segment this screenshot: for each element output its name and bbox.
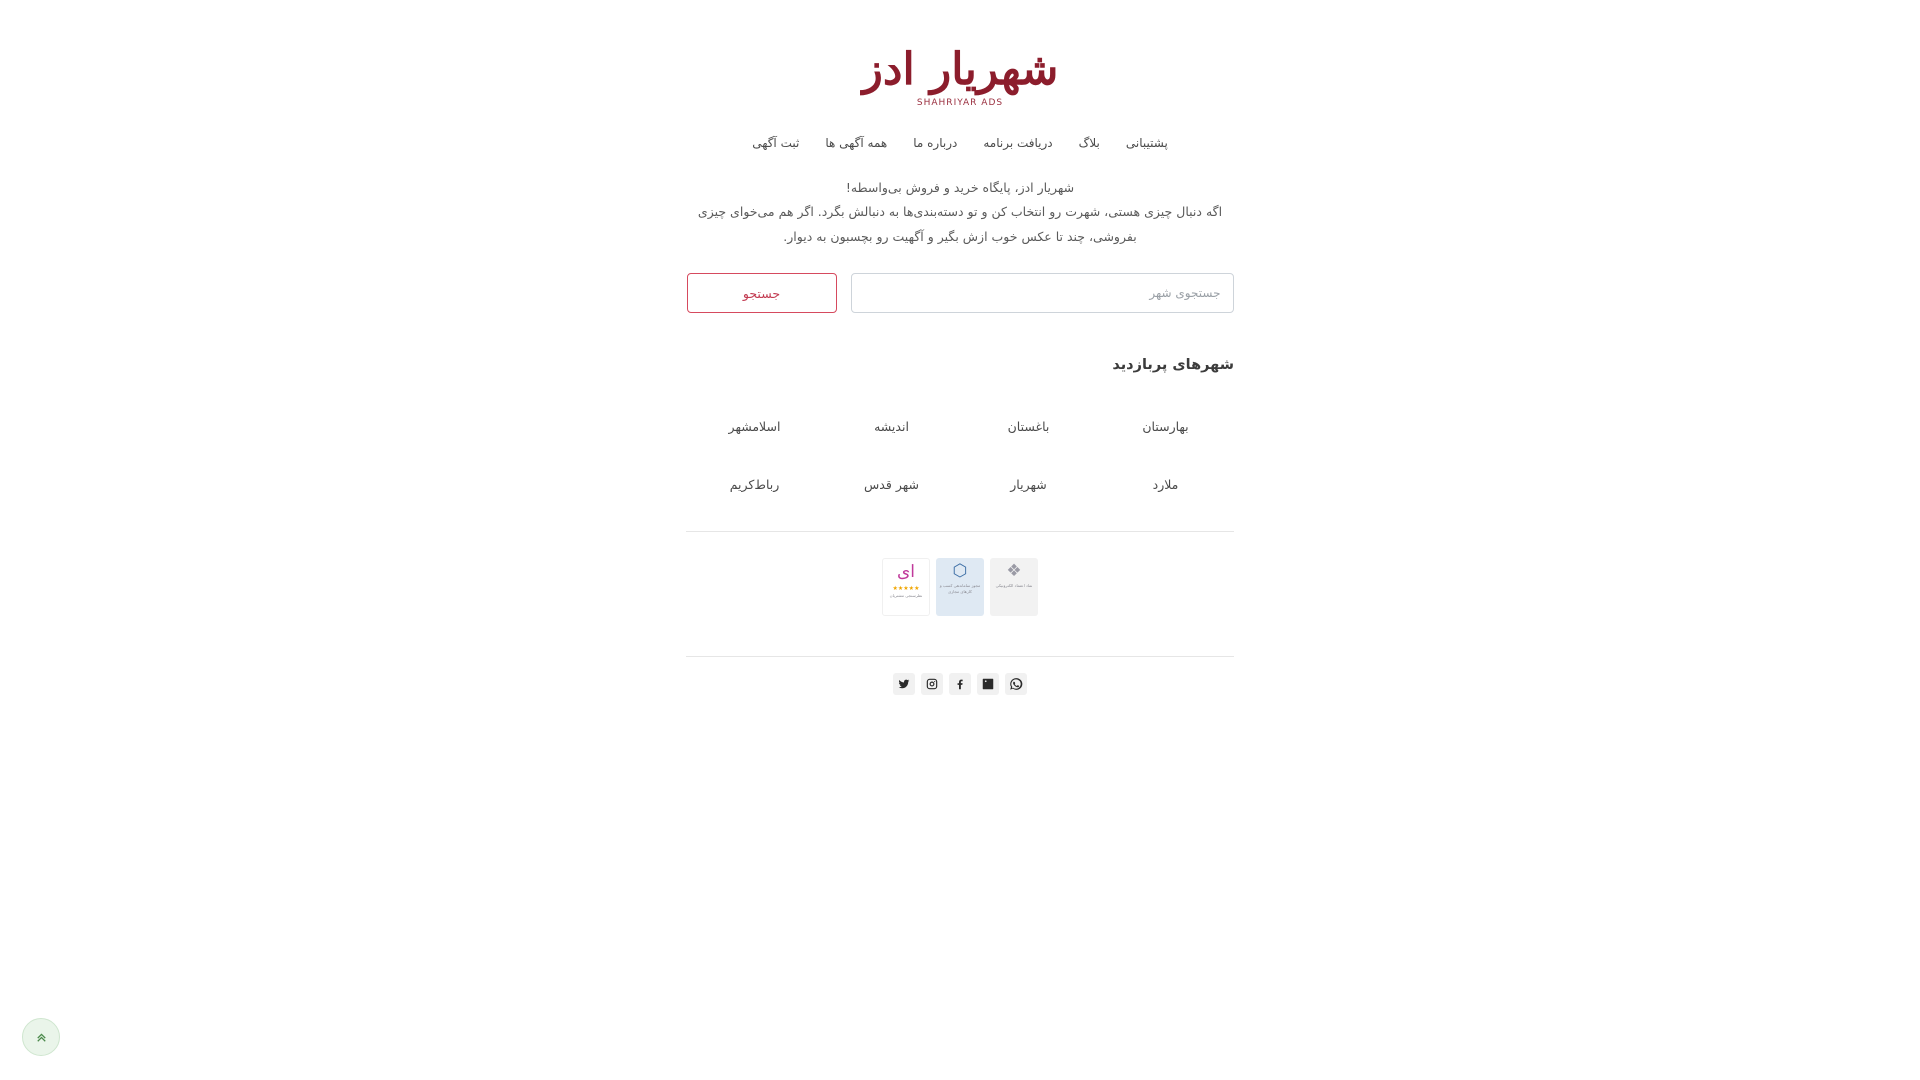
intro-line-1: شهریار ادز، پایگاه خرید و فروش بی‌واسطه! [845,180,1075,195]
social-links [686,657,1234,705]
social-whatsapp-icon[interactable] [1005,673,1027,695]
ehamada-rating-badge[interactable] [882,558,930,616]
social-facebook-icon[interactable] [949,673,971,695]
popular-cities-grid [686,379,1234,513]
city-link-shahr-e-ghods[interactable]: شهر قدس [864,476,919,492]
city-link-malard[interactable]: ملارد [1152,476,1179,492]
city-search-row [686,259,1234,317]
city-cell[interactable] [960,397,1097,455]
popular-cities-title: شهرهای پربازدید [1112,357,1234,374]
city-link-bahrestan[interactable]: بهارستان [1142,418,1189,434]
nav-item-about[interactable]: درباره ما [913,136,958,150]
intro-text [686,170,1234,259]
city-link-robat-karim[interactable]: رباط‌کریم [729,476,780,492]
enamad-trust-badge[interactable] [990,558,1038,616]
samandehi-badge[interactable] [936,558,984,616]
samandehi-badge-caption: مجوز ساماندهی کسب و کارهای مجازی [939,583,981,595]
logo-subtext: SHAHRIYAR ADS [916,98,1004,108]
ehamada-badge-icon: ای [896,562,916,583]
nav-item-get-app[interactable]: دریافت برنامه [983,136,1053,150]
search-button[interactable]: جستجو [687,273,837,313]
city-link-eslamshahr[interactable]: اسلامشهر [728,418,781,434]
logo-text: شهریار ادز [861,44,1059,95]
nav-item-post-ad[interactable]: ثبت آگهی [752,136,800,150]
social-twitter-icon[interactable] [893,673,915,695]
nav-item-support[interactable]: پشتیبانی [1125,136,1168,150]
city-link-baghestan[interactable]: باغستان [1007,418,1050,434]
scroll-to-top-button[interactable] [22,1018,60,1056]
nav-item-blog[interactable]: بلاگ [1078,136,1100,150]
city-link-shahriar[interactable]: شهریار [1010,476,1047,492]
page-container [686,0,1234,705]
intro-line-2: اگه دنبال چیزی هستی، شهرت رو انتخاب کن و تو دسته‌بندی‌ها به دنبالش بگرد. اگر هم می‌خوای چیزی بفروشی، چند تا عکس خوب ازش بگیر و آگهیت رو بچسبون به دیوار. [697,204,1223,244]
search-input[interactable] [851,273,1234,313]
city-cell[interactable] [1097,397,1234,455]
city-cell[interactable] [960,455,1097,513]
city-cell[interactable] [1097,455,1234,513]
trust-badges [686,532,1234,638]
city-link-andisheh[interactable]: اندیشه [874,418,909,434]
social-linkedin-icon[interactable] [977,673,999,695]
social-instagram-icon[interactable] [921,673,943,695]
ehamada-badge-stars: ★★★★★ [892,585,920,593]
samandehi-badge-icon: ⬡ [952,561,968,582]
city-cell[interactable] [686,455,823,513]
ehamada-badge-caption: نظرسنجی مشتریان [889,593,923,599]
nav-item-all-ads[interactable]: همه آگهی ها [825,136,888,150]
enamad-badge-caption: نماد اعتماد الکترونیکی [995,583,1033,589]
city-cell[interactable] [823,455,960,513]
city-cell[interactable] [686,397,823,455]
chevron-double-up-icon [34,1030,49,1045]
enamad-badge-icon: ❖ [1006,561,1022,582]
logo-image[interactable] [860,30,1060,114]
city-cell[interactable] [823,397,960,455]
site-logo[interactable] [686,26,1234,118]
main-nav [686,118,1234,170]
